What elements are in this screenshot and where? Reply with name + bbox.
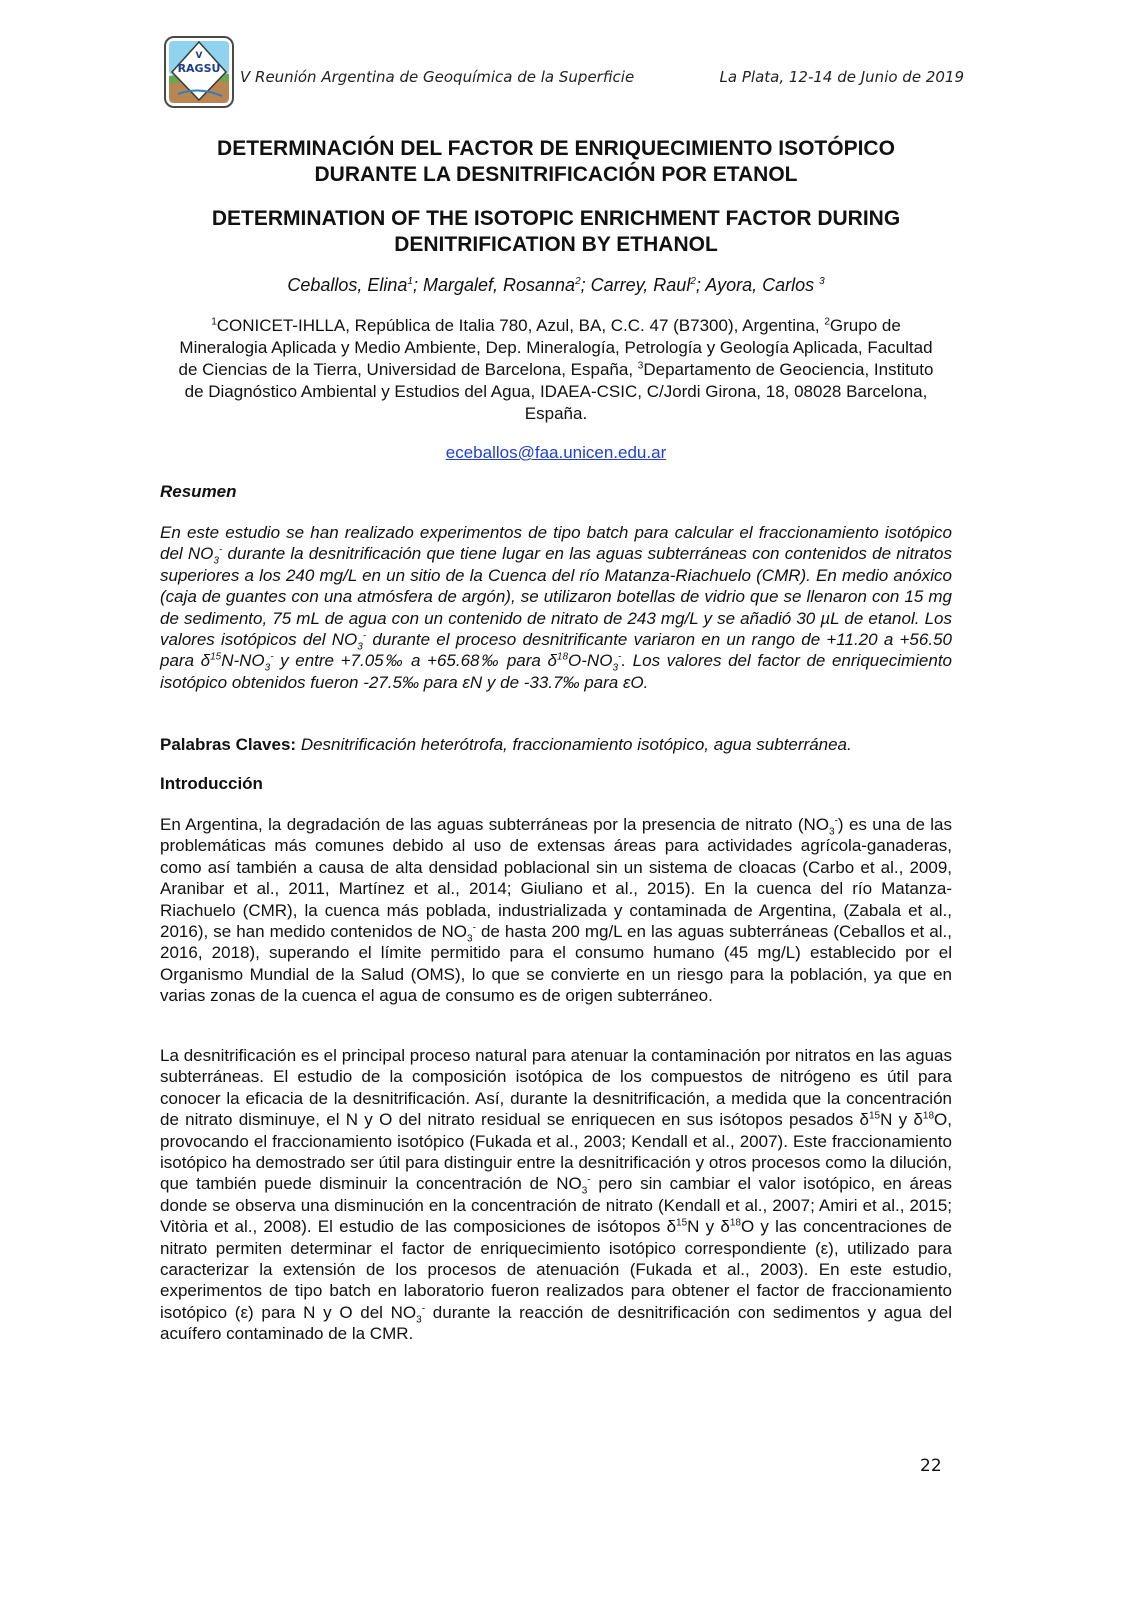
conference-name: V Reunión Argentina de Geoquímica de la Superficie xyxy=(240,68,635,86)
resumen-sub-3b: 3 xyxy=(357,641,363,653)
contact-email-link[interactable]: eceballos@faa.unicen.edu.ar xyxy=(445,443,667,462)
resumen-sub-3a: 3 xyxy=(213,555,219,567)
keywords-line xyxy=(160,734,952,755)
intro-p1-text-1: En Argentina, la degradación de las aguas subterráneas por la presencia de nitrato (NO xyxy=(160,815,829,834)
author-2: ; Margalef, Rosanna xyxy=(412,275,576,295)
intro-p1-sub-3a: 3 xyxy=(829,826,835,838)
resumen-text-7: . Los valores del factor de enriquecimiento isotópico obtenidos fueron -27.5‰ para εN y de -33.7‰ para εO. xyxy=(160,651,952,692)
page-header xyxy=(164,36,964,110)
intro-p2-text-2: N y δ xyxy=(880,1110,923,1130)
resumen-sup-minus-d: - xyxy=(618,651,622,663)
page-number: 22 xyxy=(920,1456,942,1476)
intro-p2-text-6: O y las concentraciones de nitrato permiten determinar el factor de enriquecimiento isotópico correspondiente (ε), utilizado para caracterizar la extensión de los procesos de atenuación (Fukada et al., 2003). En este estudio, experimentos de tipo batch en laboratorio fueron realizados para obtener el factor de fraccionamiento isotópico (ε) para N y O del NO xyxy=(160,1217,952,1322)
author-3: ; Carrey, Raul xyxy=(580,275,691,295)
intro-p1-sup-minus-a: - xyxy=(834,815,838,827)
contact-email-block xyxy=(160,442,952,464)
intro-p2-text-5: N y δ xyxy=(687,1217,730,1237)
resumen-sup-15: 15 xyxy=(210,651,222,663)
resumen-text-5: y entre +7.05‰ a +65.68‰ para δ xyxy=(273,651,557,671)
intro-p2-sup-18b: 18 xyxy=(729,1217,741,1229)
title-spanish-line1: DETERMINACIÓN DEL FACTOR DE ENRIQUECIMIENTO ISOTÓPICO xyxy=(217,137,895,160)
resumen-text-6: O-NO xyxy=(568,651,613,671)
resumen-sup-minus-b: - xyxy=(362,630,367,642)
intro-p2-sup-15a: 15 xyxy=(869,1110,881,1122)
keywords-value: Desnitrificación heterótrofa, fraccionamiento isotópico, agua subterránea. xyxy=(296,735,852,754)
intro-p1-sup-minus-b: - xyxy=(472,922,476,934)
title-english-line2: DENITRIFICATION BY ETHANOL xyxy=(394,233,718,256)
intro-p1-sub-3b: 3 xyxy=(467,933,473,945)
affil-2: Grupo de Mineralogia Aplicada y Medio Ambiente, Dep. Mineralogía, Petrología y Geología Aplicada, Facultad de Ciencias de la Tierra, Universidad de Barcelona, España, xyxy=(178,316,933,379)
logo-ragsu-text: RAGSU xyxy=(177,62,221,75)
author-2-sup: 2 xyxy=(575,276,581,287)
affil-2-sup: 2 xyxy=(824,316,830,328)
intro-p1-text-2: ) es una de las problemáticas más comunes debido al uso de extensas áreas para actividades agrícola-ganaderas, como así también a causa de alta densidad poblacional sin un sistema de cloacas (Carbo et al., 2009, Aranibar et al., 2011, Martínez et al., 2014; Giuliano et al., 2015). En la cuenca del río Matanza-Riachuelo (CMR), la cuenca más poblada, industrializada y contaminada de Argentina, (Zabala et al., 2016), se han medido contenidos de NO xyxy=(160,815,953,942)
intro-paragraph-2 xyxy=(160,1045,952,1345)
affil-1-sup: 1 xyxy=(211,316,217,328)
intro-heading: Introducción xyxy=(160,774,263,793)
resumen-sub-3d: 3 xyxy=(612,662,618,674)
title-english-line1: DETERMINATION OF THE ISOTOPIC ENRICHMENT FACTOR DURING xyxy=(211,207,901,230)
conference-date: La Plata, 12-14 de Junio de 2019 xyxy=(719,68,964,86)
resumen-text-3: durante el proceso desnitrificante variaron en un rango de +11.20 a +56.50 para δ xyxy=(160,630,952,671)
resumen-sup-minus-c: - xyxy=(270,651,274,663)
intro-p2-text-7: durante la reacción de desnitrificación con sedimentos y agua del acuífero contaminado de la CMR. xyxy=(160,1302,952,1344)
affil-3-sup: 3 xyxy=(637,360,644,372)
intro-p2-text-3: O, provocando el fraccionamiento isotópico (Fukada et al., 2003; Kendall et al., 2007). Este fraccionamiento isotópico ha demostrado ser útil para distinguir entre la desnitrificación y otros procesos como la dilución, que también puede disminuir la concentración de NO xyxy=(160,1110,952,1194)
resumen-heading: Resumen xyxy=(160,482,237,501)
intro-p2-sub-3b: 3 xyxy=(416,1314,422,1326)
author-3-sup: 2 xyxy=(690,276,696,287)
ragsu-logo xyxy=(164,36,234,108)
resumen-text-2: durante la desnitrificación que tiene lugar en las aguas subterráneas con contenidos de nitratos superiores a los 240 mg/L en un sitio de la Cuenca del río Matanza-Riachuelo (CMR). En medio anóxico (caja de guantes con una atmósfera de argón), se utilizaron botellas de vidrio que se llenaron con 15 mg de sedimento, 75 mL de agua con un contenido de nitrato de 243 mg/L y se añadió 30 µL de etanol. Los valores isotópicos del NO xyxy=(160,544,952,650)
author-1: Ceballos, Elina xyxy=(287,275,408,295)
keywords-label: Palabras Claves: xyxy=(160,735,297,754)
logo-v-text: V xyxy=(195,51,203,61)
intro-p1-text-3: de hasta 200 mg/L en las aguas subterráneas (Ceballos et al., 2016, 2018), superando el límite permitido para el consumo humano (45 mg/L) establecido por el Organismo Mundial de la Salud (OMS), lo que se convierte en un riesgo para la población, ya que en varias zonas de la cuenca el agua de consumo es de origen subterráneo. xyxy=(160,922,952,1006)
author-1-sup: 1 xyxy=(407,276,413,287)
author-4-sup: 3 xyxy=(819,276,825,287)
intro-p2-sup-18a: 18 xyxy=(922,1110,935,1122)
title-spanish-line2: DURANTE LA DESNITRIFICACIÓN POR ETANOL xyxy=(314,163,798,186)
author-list xyxy=(160,274,952,296)
intro-p2-sup-15b: 15 xyxy=(676,1217,688,1229)
title-spanish xyxy=(160,136,952,188)
intro-p2-text-1: La desnitrificación es el principal proceso natural para atenuar la contaminación por nitratos en las aguas subterráneas. El estudio de la composición isotópica de los compuestos de nitrógeno es útil para conocer la eficacia de la desnitrificación. Así, durante la desnitrificación, a medida que la concentración de nitrato disminuye, el N y O del nitrato residual se enriquecen en sus isótopos pesados δ xyxy=(160,1046,952,1130)
resumen-sub-3c: 3 xyxy=(264,662,271,674)
intro-p2-text-4: pero sin cambiar el valor isotópico, en áreas donde se observa una disminución en la concentración de nitrato (Kendall et al., 2007; Amiri et al., 2015; Vitòria et al., 2008). El estudio de las composiciones de isótopos δ xyxy=(160,1174,952,1237)
resumen-text-4: N-NO xyxy=(221,651,265,671)
intro-p2-sub-3a: 3 xyxy=(581,1185,588,1197)
intro-paragraph-1 xyxy=(160,814,952,1007)
affil-1: CONICET-IHLLA, República de Italia 780, Azul, BA, C.C. 47 (B7300), Argentina, xyxy=(216,316,825,335)
affiliations xyxy=(168,315,944,425)
affil-3: Departamento de Geociencia, Instituto de Diagnóstico Ambiental y Estudios del Agua, IDAEA-CSIC, C/Jordi Girona, 18, 08028 Barcelona, España. xyxy=(184,360,934,423)
intro-p2-sup-minus-b: - xyxy=(421,1303,426,1315)
resumen-paragraph xyxy=(160,522,952,693)
author-4: ; Ayora, Carlos xyxy=(695,275,820,295)
intro-p2-sup-minus-a: - xyxy=(587,1174,591,1186)
resumen-text-1: En este estudio se han realizado experimentos de tipo batch para calcular el fraccionamiento isotópico del NO xyxy=(160,523,952,564)
resumen-sup-18: 18 xyxy=(556,651,569,663)
resumen-sup-minus-a: - xyxy=(218,544,223,556)
title-english xyxy=(160,206,952,258)
